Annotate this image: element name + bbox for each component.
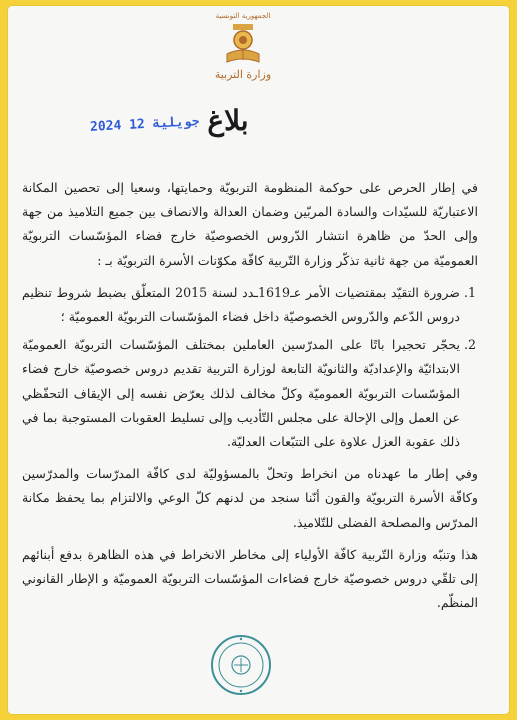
ministry-header [208,12,278,94]
announcement-body [22,176,478,623]
parents-warning-paragraph: هذا وتنبّه وزارة التّربية كافّة الأولياء إلى مخاطر الانخراط في هذه الظاهرة بدفع أبنائهم إلى تلقّي دروس خصوصيّة خارج فضاءات المؤسّسات التربويّة العموميّة و الإطار القانوني المنظّم. [22,546,478,611]
responsibility-paragraph: وفي إطار ما عهدناه من انخراط وتحلّ بالمسؤوليّة لدى كافّة المدرّسات والمدرّسين وكافّة الأسرة التربويّة والقون أنّنا سنجد من لدنهم كلّ الوعي والالتزام بما يحفظ مكانة المدرّس والمصلحة الفضلى للتّلاميذ. [22,466,478,530]
document-page [8,6,509,714]
official-seal-icon [210,634,272,696]
page-title: بلاغ [207,104,249,137]
intro-paragraph: في إطار الحرص على حوكمة المنظومة التربويّة وحمايتها، وسعيا إلى تحصين المكانة الاعتباريّة للسيّدات والسادة المربّين وضمان العدالة والانصاف بين جميع التلاميذ من جهة وإلى الحدّ من ظاهرة انتشار الدّروس الخصوصيّة خارج فضاء المؤسّسات التربويّة العموميّة من جهة ثانية تذكّر وزارة التّربية كافّة مكوّنات الأسرة التربويّة بـ : [22,180,478,268]
list-item: 2. يحجّر تحجيرا باتًا على المدرّسين العاملين بمختلف المؤسّسات التربويّة العموميّة الابتدائيّة والإعداديّة والثانويّة التابعة لوزارة التربية تقديم دروس خصوصيّة خارج فضاء المؤسّسات التربويّة العموميّة وكلّ مخالف لذلك يعرّض نفسه إلى الإيقاف التحفّظي عن العمل وإلى الإحالة على مجلس التّأديب وإلى تسليط العقوبات المستوجبة بما في ذلك عقوبة العزل علاوة على التتبّعات العدليّة. [22,333,460,454]
list-item: 1. ضرورة التقيّد بمقتضيات الأمر عـ1619ـدد لسنة 2015 المتعلّق بضبط شروط تنظيم دروس الدّعم والدّروس الخصوصيّة داخل فضاء المؤسّسات التربويّة العموميّة ؛ [22,281,460,329]
ministry-emblem-icon [223,22,263,66]
date-stamp: 2024 جويلية 12 [89,114,200,135]
republic-line: الجمهورية التونسية [215,12,271,20]
obligations-list [22,281,478,454]
ministry-name: وزارة التربية [214,68,272,81]
